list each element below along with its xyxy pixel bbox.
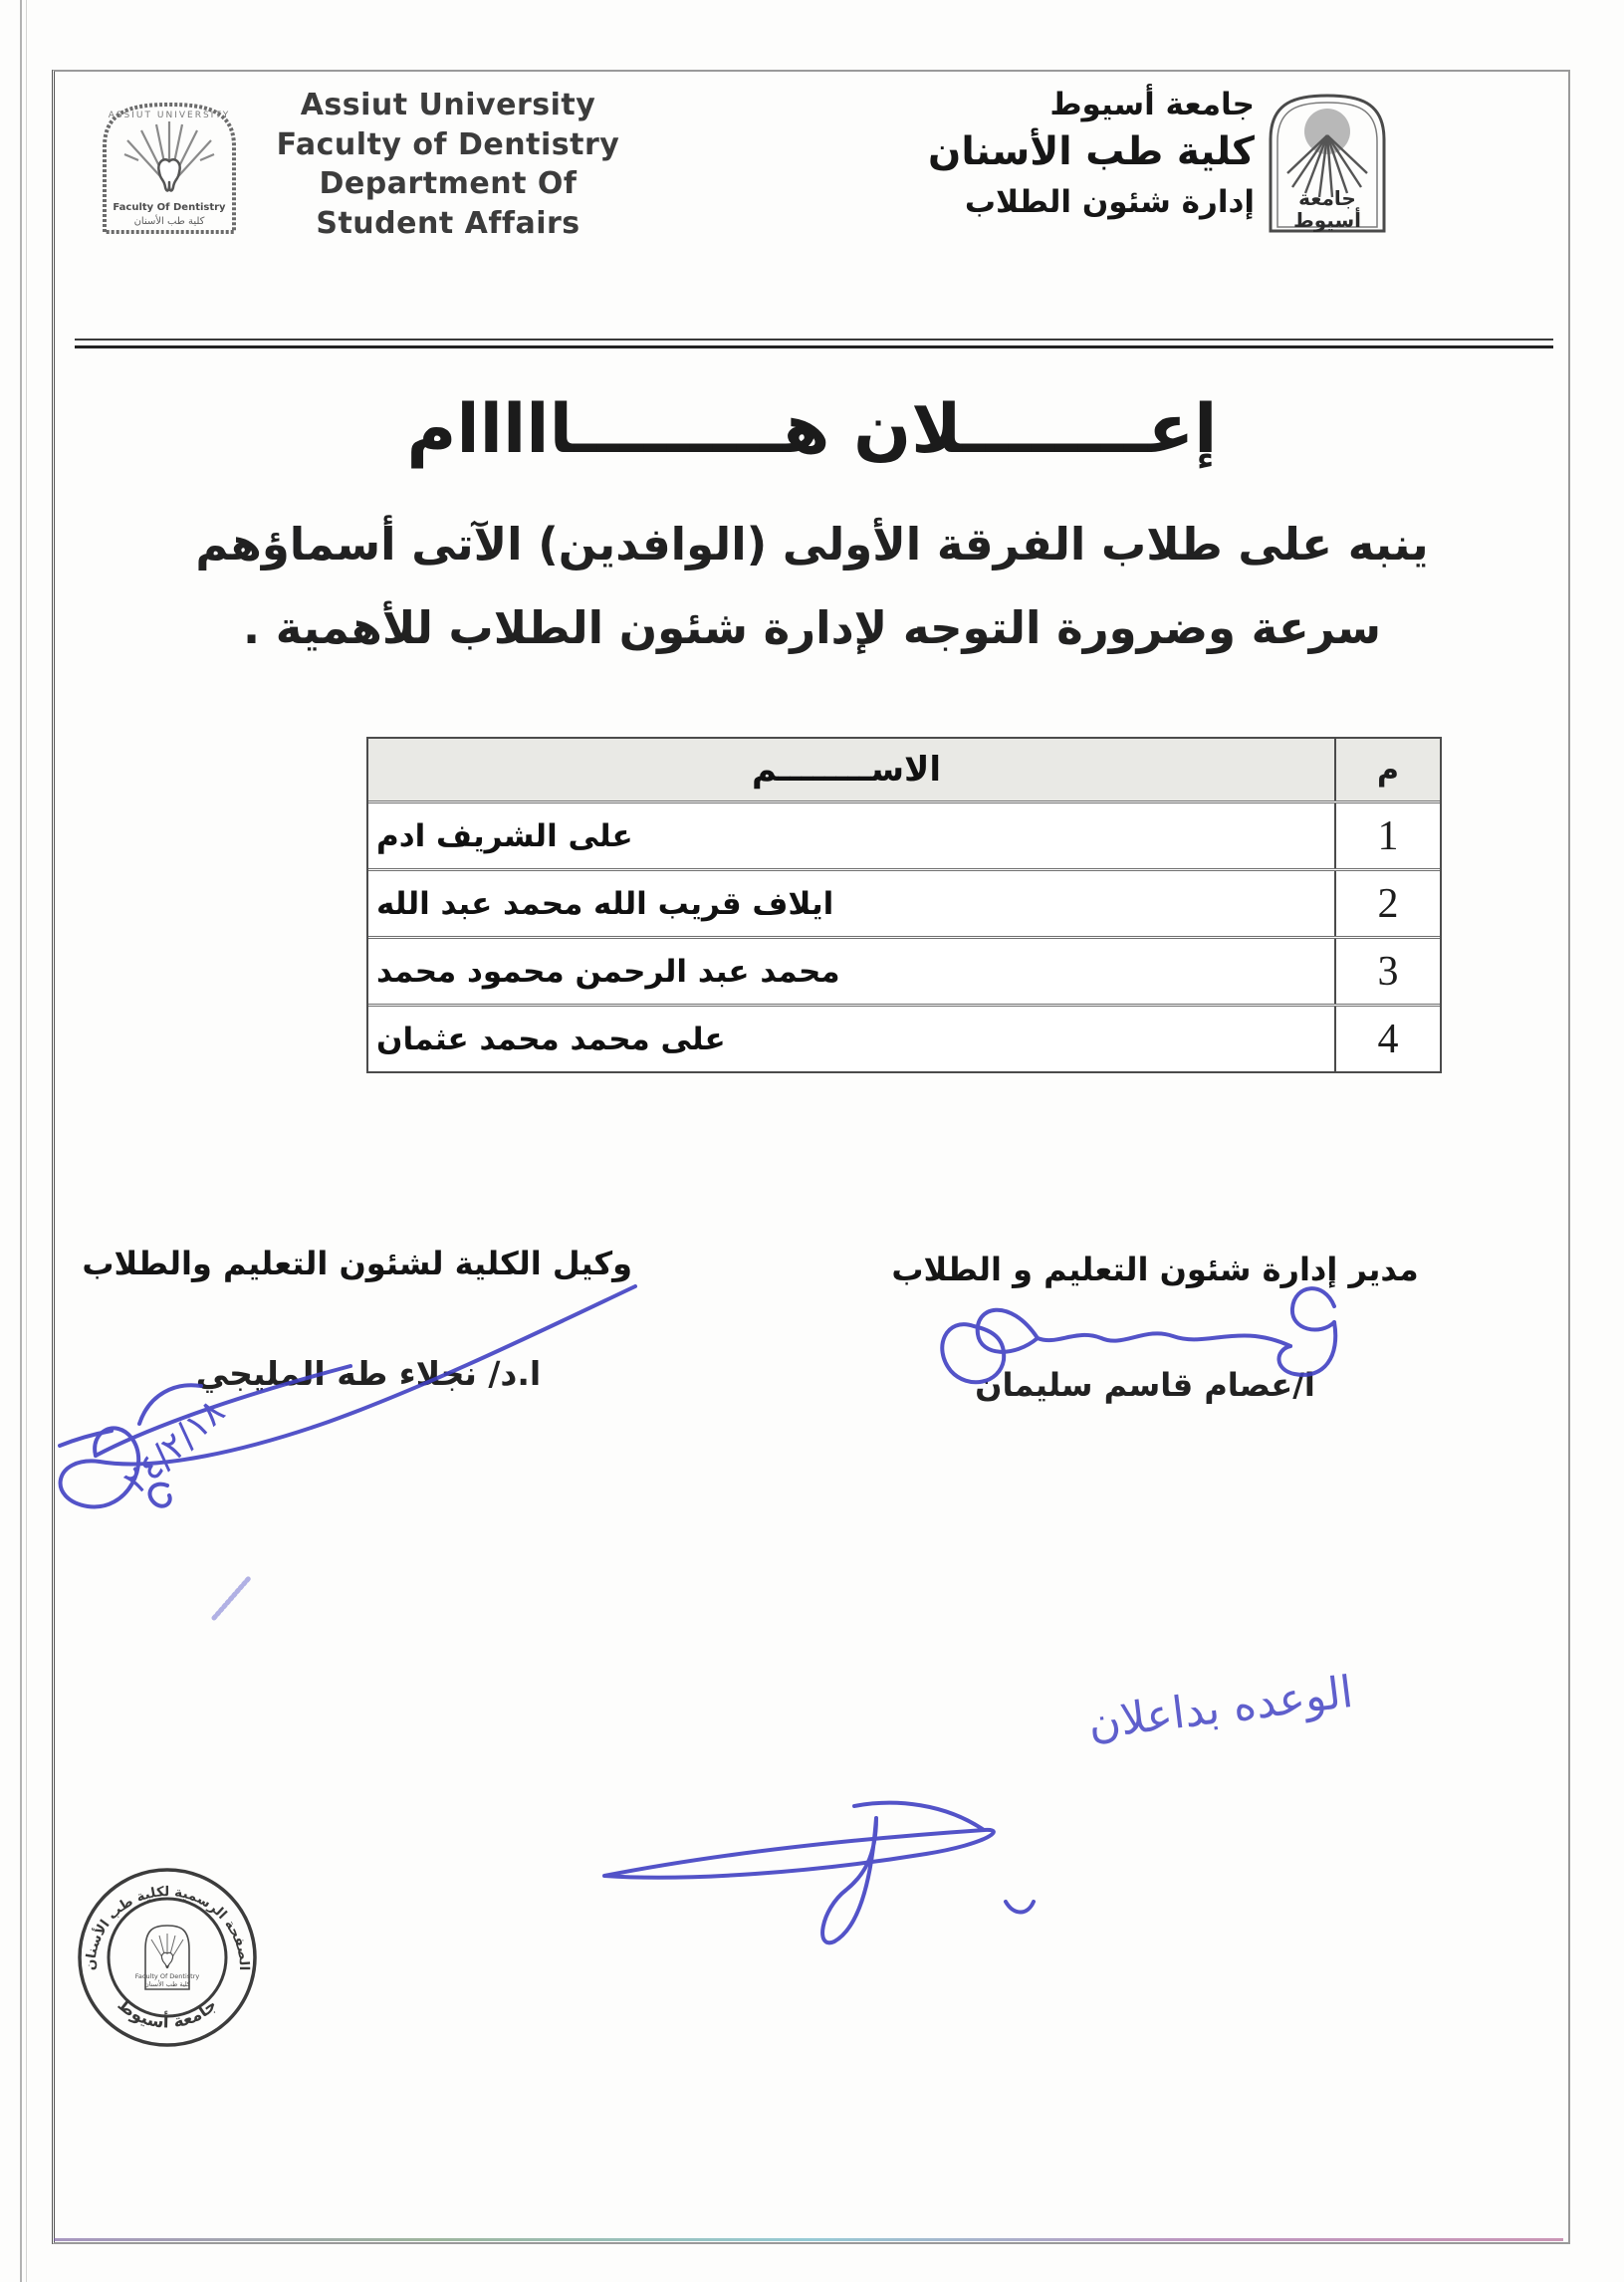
vice-dean-handwritten-signature bbox=[60, 1286, 635, 1507]
assiut-university-logo bbox=[1263, 88, 1392, 237]
scanner-edge-line-2 bbox=[26, 0, 27, 2282]
director-signature-title: مدير إدارة شئون التعليم و الطلاب bbox=[891, 1251, 1419, 1288]
stamp-center-rays bbox=[151, 1934, 183, 1965]
header-divider-top-line bbox=[75, 339, 1553, 341]
logo-arc-text: ASSIUT UNIVERSITY bbox=[108, 111, 231, 120]
stamp-tooth-icon bbox=[161, 1952, 172, 1967]
department-name-en: Department Of Student Affairs bbox=[316, 166, 580, 241]
stamp-inner-ring bbox=[109, 1899, 226, 2016]
header-english bbox=[249, 86, 647, 243]
emblem-caption-1: جامعة bbox=[1298, 186, 1356, 210]
logo-caption-ar: كلية طب الأسنان bbox=[133, 216, 205, 227]
vice-dean-signature-title: وكيل الكلية لشئون التعليم والطلاب bbox=[82, 1245, 632, 1282]
student-name: على محمد محمد عثمان bbox=[376, 1021, 726, 1057]
department-name-ar: إدارة شئون الطلاب bbox=[964, 184, 1255, 221]
student-number: 1 bbox=[1334, 803, 1440, 868]
stamp-center-arch bbox=[145, 1926, 189, 1989]
scan-bottom-artifact bbox=[54, 2238, 1563, 2241]
name-column-header: الاســــــــم bbox=[751, 750, 942, 790]
number-column-header: م bbox=[1334, 739, 1440, 800]
faculty-name-ar: كلية طب الأسنان bbox=[928, 129, 1255, 175]
student-name: على الشريف ادم bbox=[376, 817, 633, 854]
table-row bbox=[368, 1004, 1440, 1071]
faculty-of-dentistry-logo bbox=[95, 95, 244, 239]
logo-caption-en: Faculty Of Dentistry bbox=[113, 202, 226, 213]
svg-text:الصفحة الرسمية لكلية طب الأسنا bbox=[83, 1884, 252, 1970]
announcement-body-line2: سرعة وضرورة التوجه لإدارة شئون الطلاب للأهمية . bbox=[243, 601, 1381, 654]
table-row bbox=[368, 800, 1440, 868]
table-header-row bbox=[368, 739, 1440, 800]
announcement-title: إعــــــــلان هـــــــــااااام bbox=[406, 390, 1218, 469]
stray-ink-mark bbox=[150, 1484, 170, 1506]
handwritten-date: ٢٤/٢/١٨ bbox=[116, 1391, 233, 1502]
student-number: 3 bbox=[1334, 939, 1440, 1004]
student-number: 4 bbox=[1334, 1007, 1440, 1071]
stamp-top-arc-text: الصفحة الرسمية لكلية طب الأسنان bbox=[82, 1884, 253, 1971]
students-table bbox=[366, 737, 1442, 1073]
header-arabic bbox=[836, 84, 1255, 226]
table-row bbox=[368, 936, 1440, 1004]
university-name-en: Assiut University bbox=[300, 88, 596, 122]
student-name: محمد عبد الرحمن محمود محمد bbox=[376, 953, 840, 990]
stamp-center-ar: كلية طب الأسنان bbox=[143, 1980, 191, 1988]
central-handwritten-signature bbox=[604, 1803, 1034, 1943]
ink-smudge bbox=[214, 1578, 249, 1618]
university-name-ar: جامعة أسيوط bbox=[1049, 87, 1255, 122]
announcement-body-line1: ينبه على طلاب الفرقة الأولى (الوافدين) الآتى أسماؤهم bbox=[195, 518, 1429, 570]
student-number: 2 bbox=[1334, 871, 1440, 936]
student-name: ايلاف قريب الله محمد عبد الله bbox=[376, 885, 834, 922]
tooth-icon bbox=[158, 159, 179, 190]
table-row bbox=[368, 868, 1440, 936]
handwritten-note: الوعده بداعلان bbox=[1085, 1666, 1356, 1750]
official-round-stamp bbox=[58, 1848, 277, 2067]
emblem-caption-2: أسيوط bbox=[1293, 208, 1361, 232]
svg-text:جامعة أسيوط bbox=[114, 1995, 221, 2033]
header-divider-bottom-line bbox=[75, 345, 1553, 348]
director-printed-name: ا/عصام قاسم سليمان bbox=[975, 1366, 1315, 1404]
stamp-bottom-arc-text: جامعة أسيوط bbox=[113, 1994, 222, 2033]
scanner-edge-line bbox=[20, 0, 22, 2282]
vice-dean-printed-name: ا.د/ نجلاء طه المليجي bbox=[195, 1354, 542, 1393]
faculty-name-en: Faculty of Dentistry bbox=[276, 126, 620, 162]
stamp-outer-ring bbox=[80, 1870, 255, 2045]
stamp-center-en: Faculty Of Dentistry bbox=[134, 1972, 200, 1980]
